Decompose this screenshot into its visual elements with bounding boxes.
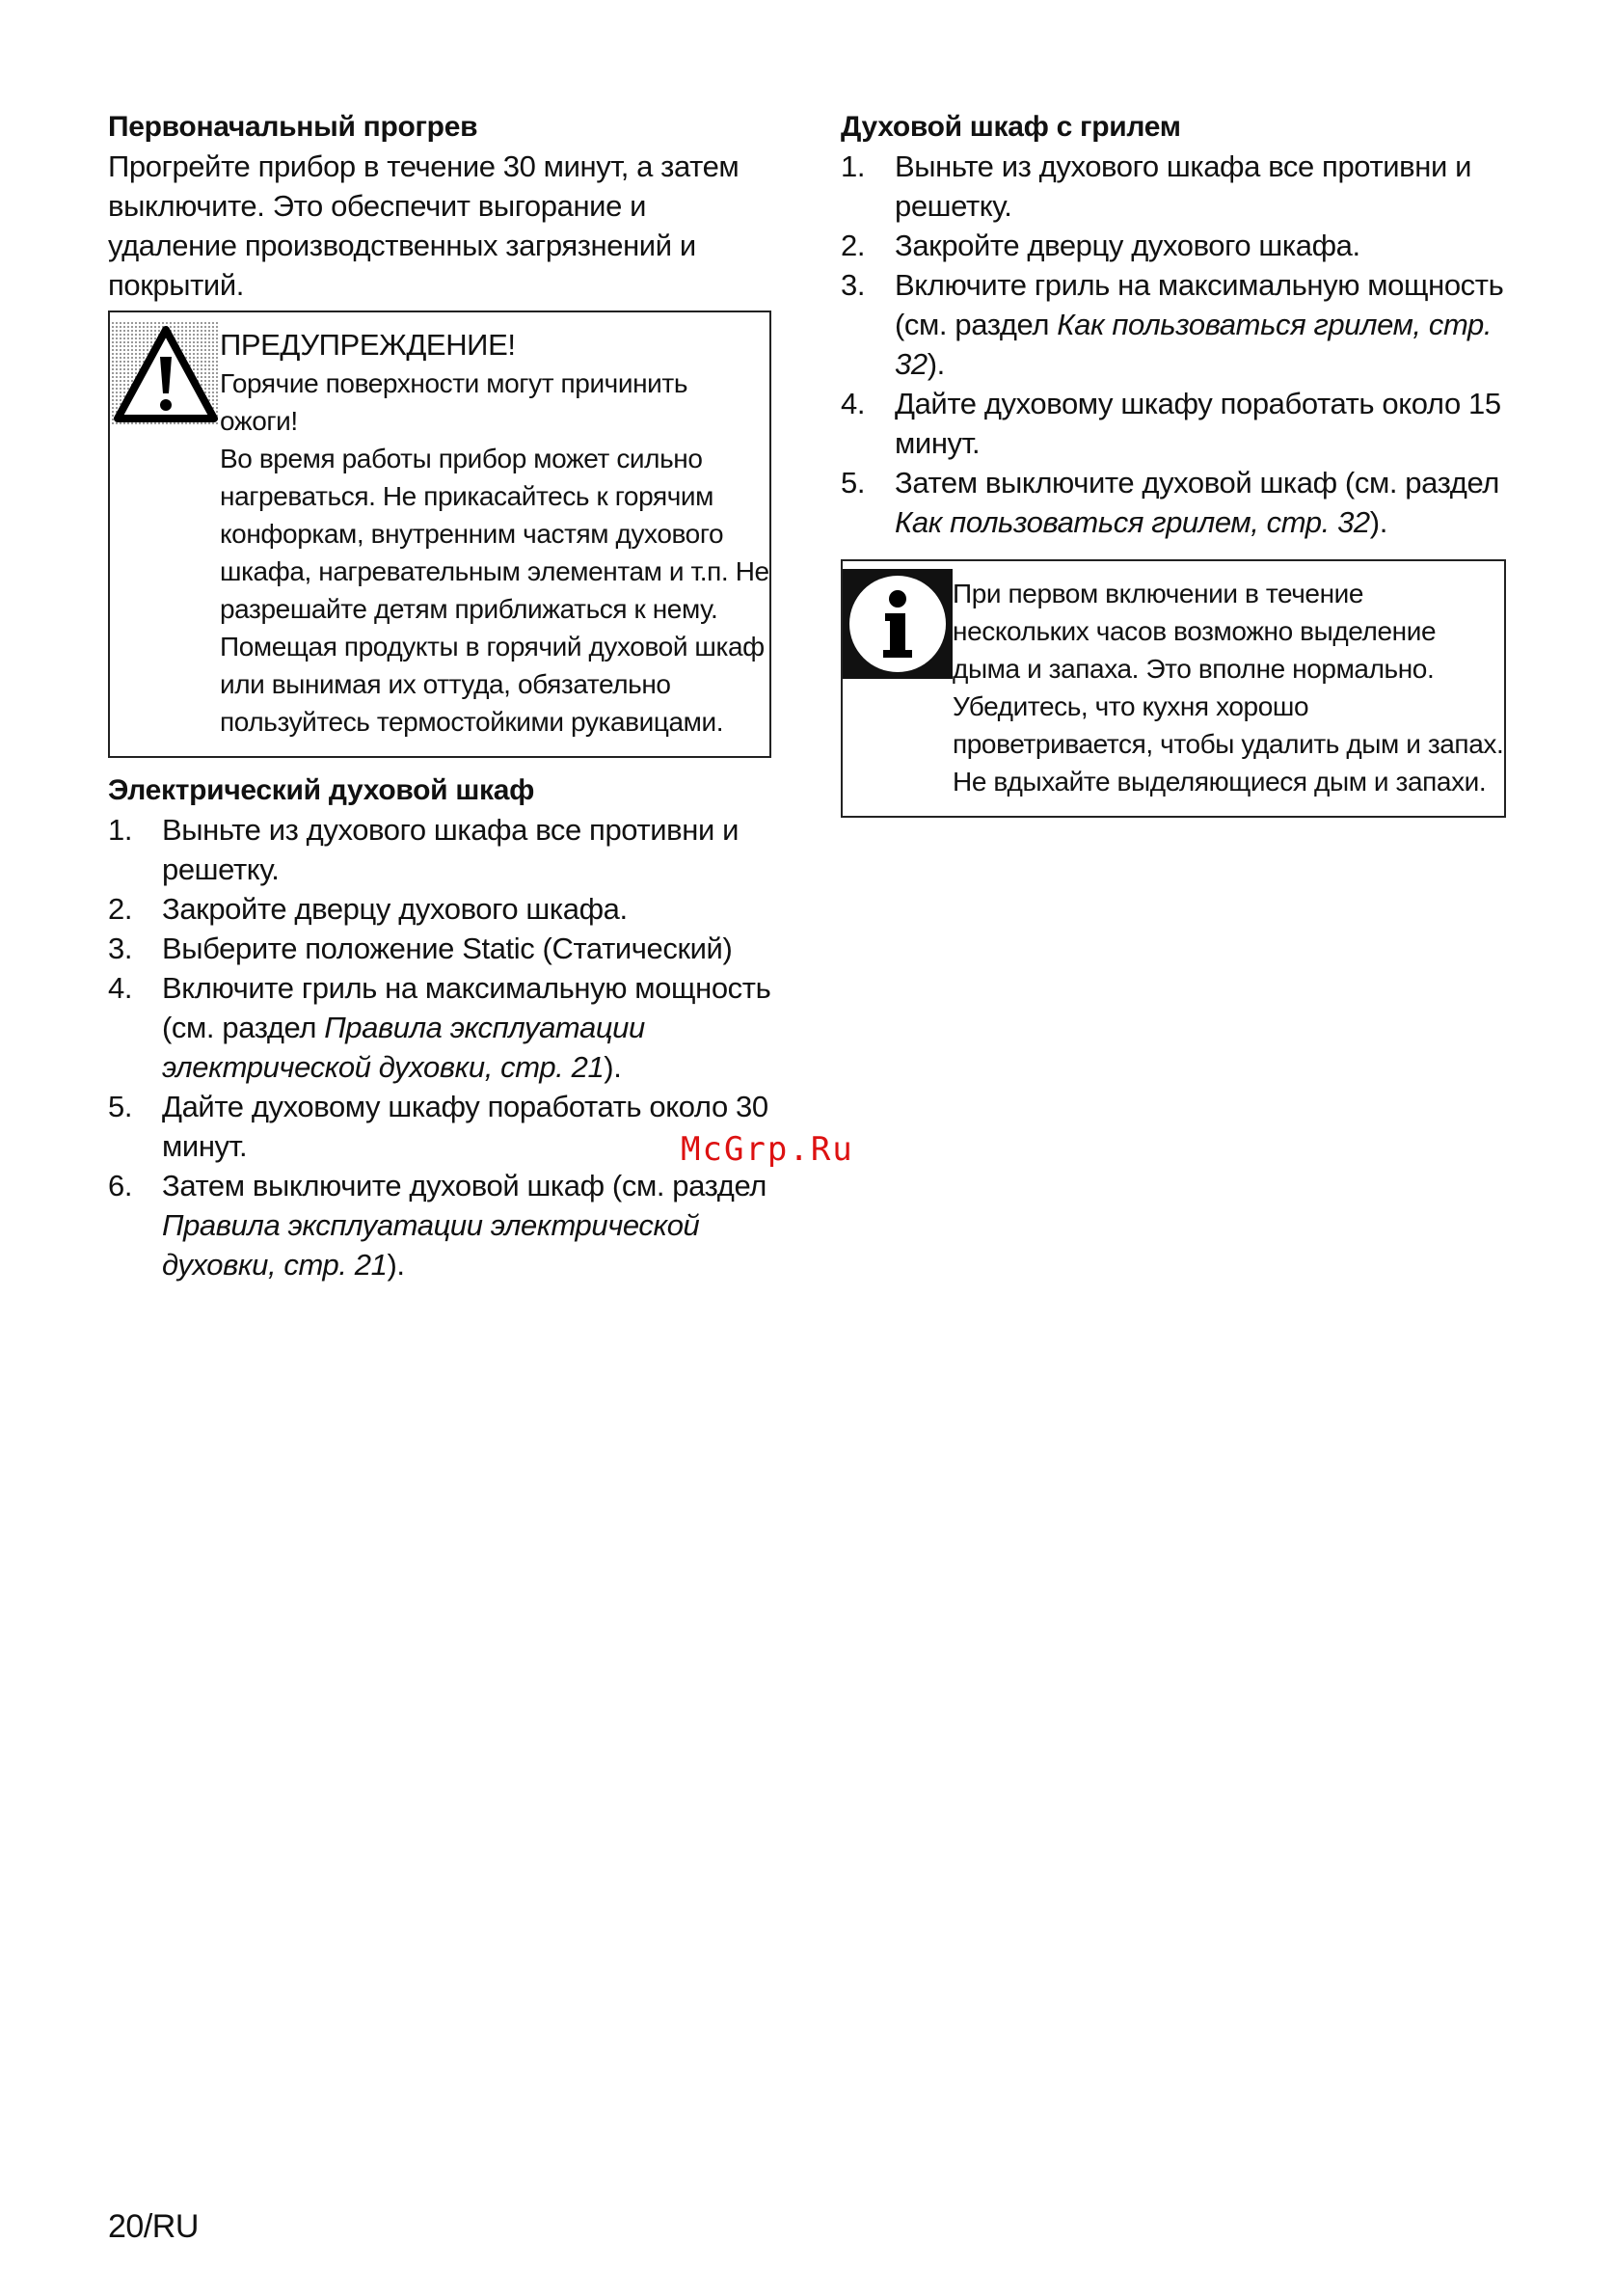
list-item: 5. Затем выключите духовой шкаф (см. раздел Как пользоваться грилем, стр. 32). <box>841 466 1499 539</box>
list-item: 5. Дайте духовому шкафу поработать около 30 минут. <box>108 1090 768 1163</box>
info-text: При первом включении в течение нескольких часов возможно выделение дыма и запаха. Это вполне нормально. Убедитесь, что кухня хорошо проветривается, чтобы удалить дым и запах. Не вдыхайте выделяющиеся дым и запахи. <box>953 579 1504 797</box>
warning-line: Во время работы прибор может сильно нагреваться. Не прикасайтесь к горячим конфоркам, внутренним частям духового шкафа, нагревательным элементам и т.п. Не разрешайте детям приближаться к нему. <box>220 444 769 624</box>
preheat-text: Прогрейте прибор в течение 30 минут, а затем выключите. Это обеспечит выгорание и удаление производственных загрязнений и покрытий. <box>108 149 740 302</box>
right-column <box>841 108 1506 818</box>
list-item: 6. Затем выключите духовой шкаф (см. раздел Правила эксплуатации электрической духовки, стр. 21). <box>108 1169 767 1282</box>
list-item: 4. Дайте духовому шкафу поработать около 15 минут. <box>841 387 1501 460</box>
info-box <box>841 559 1506 818</box>
warning-line: Помещая продукты в горячий духовой шкаф или вынимая их оттуда, обязательно пользуйтесь термостойкими рукавицами. <box>220 632 765 737</box>
list-item: 3. Выберите положение Static (Статический) <box>108 932 733 965</box>
left-column <box>108 108 773 1284</box>
list-item: 4. Включите гриль на максимальную мощность (см. раздел Правила эксплуатации электрической духовки, стр. 21). <box>108 971 771 1084</box>
grill-steps-list <box>841 147 1506 542</box>
electric-oven-heading: Электрический духовой шкаф <box>108 774 535 806</box>
list-item: 1. Выньте из духового шкафа все противни и решетку. <box>108 813 739 886</box>
electric-steps-list <box>108 810 773 1284</box>
watermark: McGrp.Ru <box>681 1130 854 1169</box>
preheat-heading: Первоначальный прогрев <box>108 111 478 143</box>
list-item: 2. Закройте дверцу духового шкафа. <box>841 229 1360 262</box>
list-item: 1. Выньте из духового шкафа все противни и решетку. <box>841 149 1471 223</box>
list-item: 2. Закройте дверцу духового шкафа. <box>108 892 628 926</box>
warning-line: Горячие поверхности могут причинить ожоги! <box>220 368 688 436</box>
grill-oven-heading: Духовой шкаф с грилем <box>841 111 1181 143</box>
warning-triangle-icon <box>112 322 220 424</box>
warning-box <box>108 311 771 758</box>
list-item: 3. Включите гриль на максимальную мощность (см. раздел Как пользоваться грилем, стр. 32). <box>841 268 1504 381</box>
page-number: 20/RU <box>108 2208 199 2245</box>
warning-title: ПРЕДУПРЕЖДЕНИЕ! <box>220 328 516 362</box>
info-icon <box>843 569 953 679</box>
